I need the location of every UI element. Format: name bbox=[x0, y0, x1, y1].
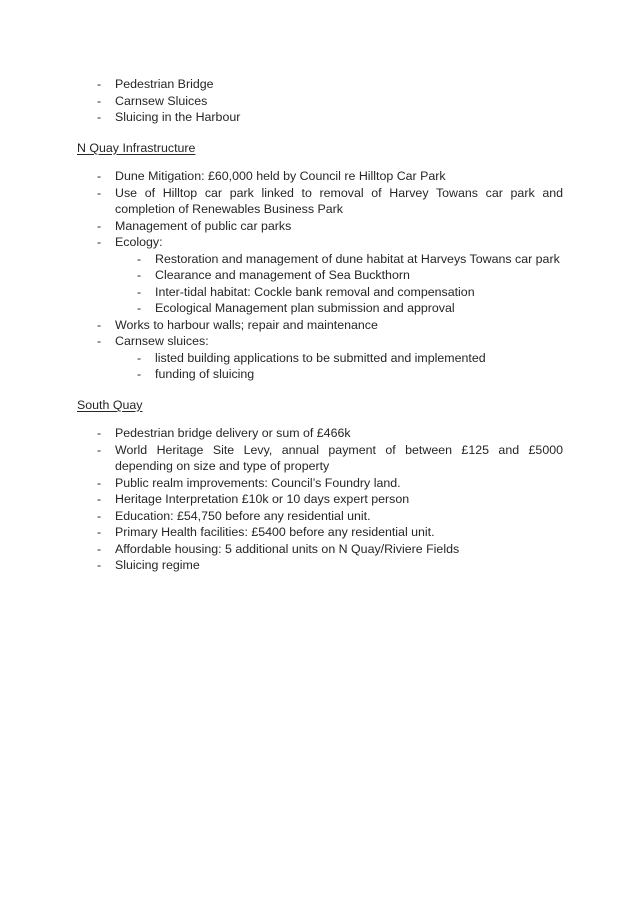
bullet-dash-icon: - bbox=[97, 492, 102, 506]
list-item-label: Carnsew sluices: bbox=[115, 334, 209, 348]
list-item-label: Affordable housing: 5 additional units on N Quay/Riviere Fields bbox=[115, 541, 460, 556]
bullet-dash-icon: - bbox=[137, 251, 142, 266]
sub-list-item-label: listed building applications to be submitted and implemented bbox=[155, 350, 486, 365]
sub-list-carnsew-sluices bbox=[77, 350, 564, 383]
bullet-dash-icon: - bbox=[97, 77, 102, 91]
list-item bbox=[77, 185, 564, 218]
sub-list-item bbox=[77, 366, 564, 383]
bullet-dash-icon: - bbox=[137, 301, 142, 315]
list-item bbox=[77, 475, 564, 492]
bullet-dash-icon: - bbox=[97, 317, 102, 332]
sub-list-item bbox=[77, 350, 564, 367]
section-heading-label: South Quay bbox=[77, 397, 143, 412]
bullet-dash-icon: - bbox=[97, 426, 102, 440]
sub-list-item bbox=[77, 251, 564, 268]
list-item-label: Pedestrian bridge delivery or sum of £466k bbox=[115, 426, 351, 440]
list-item bbox=[77, 317, 564, 334]
bullet-dash-icon: - bbox=[97, 508, 102, 523]
list-item bbox=[77, 218, 564, 235]
sub-list-item-label: Clearance and management of Sea Buckthorn bbox=[155, 268, 410, 282]
list-item bbox=[77, 93, 564, 110]
list-item bbox=[77, 524, 564, 541]
list-item-label: Heritage Interpretation £10k or 10 days expert person bbox=[115, 492, 410, 506]
list-item bbox=[77, 333, 564, 350]
bullet-dash-icon: - bbox=[137, 284, 142, 299]
list-item bbox=[77, 541, 564, 558]
sub-list-item-label: funding of sluicing bbox=[155, 367, 255, 381]
bullet-dash-icon: - bbox=[97, 558, 102, 572]
sub-list-item bbox=[77, 300, 564, 317]
list-item bbox=[77, 557, 564, 574]
list-item-label: Pedestrian Bridge bbox=[115, 77, 214, 91]
sub-list-item bbox=[77, 284, 564, 301]
list-item-label: Sluicing regime bbox=[115, 558, 200, 572]
sub-list-ecology bbox=[77, 251, 564, 317]
list-item-label: World Heritage Site Levy, annual payment of between £125 and £5000 depending on size and type of property bbox=[115, 442, 563, 473]
list-item-label: Management of public car parks bbox=[115, 218, 292, 233]
section-heading-south-quay bbox=[77, 397, 564, 414]
bullet-dash-icon: - bbox=[137, 268, 142, 282]
bullet-dash-icon: - bbox=[97, 334, 102, 348]
section-heading-label: N Quay Infrastructure bbox=[77, 140, 196, 155]
list-item-label: Ecology: bbox=[115, 235, 163, 249]
bullet-dash-icon: - bbox=[97, 110, 102, 124]
list-item bbox=[77, 508, 564, 525]
top-continuation-list bbox=[77, 76, 564, 126]
sub-list-item bbox=[77, 267, 564, 284]
bullet-dash-icon: - bbox=[97, 541, 102, 556]
bullet-dash-icon: - bbox=[97, 185, 102, 200]
bullet-dash-icon: - bbox=[97, 475, 102, 490]
list-item bbox=[77, 491, 564, 508]
bullet-dash-icon: - bbox=[97, 93, 102, 108]
section-list-south-quay bbox=[77, 425, 564, 574]
bullet-dash-icon: - bbox=[97, 525, 102, 539]
list-item-label: Public realm improvements: Council’s Foundry land. bbox=[115, 475, 401, 490]
bullet-dash-icon: - bbox=[97, 169, 102, 183]
bullet-dash-icon: - bbox=[97, 218, 102, 233]
list-item bbox=[77, 442, 564, 475]
sub-list-item-label: Inter-tidal habitat: Cockle bank removal and compensation bbox=[155, 284, 475, 299]
list-item-label: Sluicing in the Harbour bbox=[115, 110, 241, 124]
bullet-dash-icon: - bbox=[97, 235, 102, 249]
section-heading-n-quay-infrastructure bbox=[77, 140, 564, 157]
list-item-label: Dune Mitigation: £60,000 held by Council re Hilltop Car Park bbox=[115, 169, 446, 183]
bullet-dash-icon: - bbox=[97, 442, 102, 457]
list-item bbox=[77, 234, 564, 251]
list-item-label: Education: £54,750 before any residential unit. bbox=[115, 508, 371, 523]
list-item-label: Use of Hilltop car park linked to removal of Harvey Towans car park and completion of Renewables Business Park bbox=[115, 185, 563, 216]
bullet-dash-icon: - bbox=[137, 350, 142, 365]
list-item-label: Carnsew Sluices bbox=[115, 93, 208, 108]
list-item-label: Primary Health facilities: £5400 before any residential unit. bbox=[115, 525, 435, 539]
sub-list-item-label: Ecological Management plan submission and approval bbox=[155, 301, 455, 315]
document-body bbox=[77, 76, 564, 574]
list-item bbox=[77, 168, 564, 185]
list-item bbox=[77, 425, 564, 442]
list-item bbox=[77, 76, 564, 93]
sub-list-item-label: Restoration and management of dune habitat at Harveys Towans car park bbox=[155, 251, 560, 266]
section-list-n-quay-infrastructure bbox=[77, 168, 564, 383]
bullet-dash-icon: - bbox=[137, 367, 142, 381]
list-item bbox=[77, 109, 564, 126]
list-item-label: Works to harbour walls; repair and maintenance bbox=[115, 317, 378, 332]
